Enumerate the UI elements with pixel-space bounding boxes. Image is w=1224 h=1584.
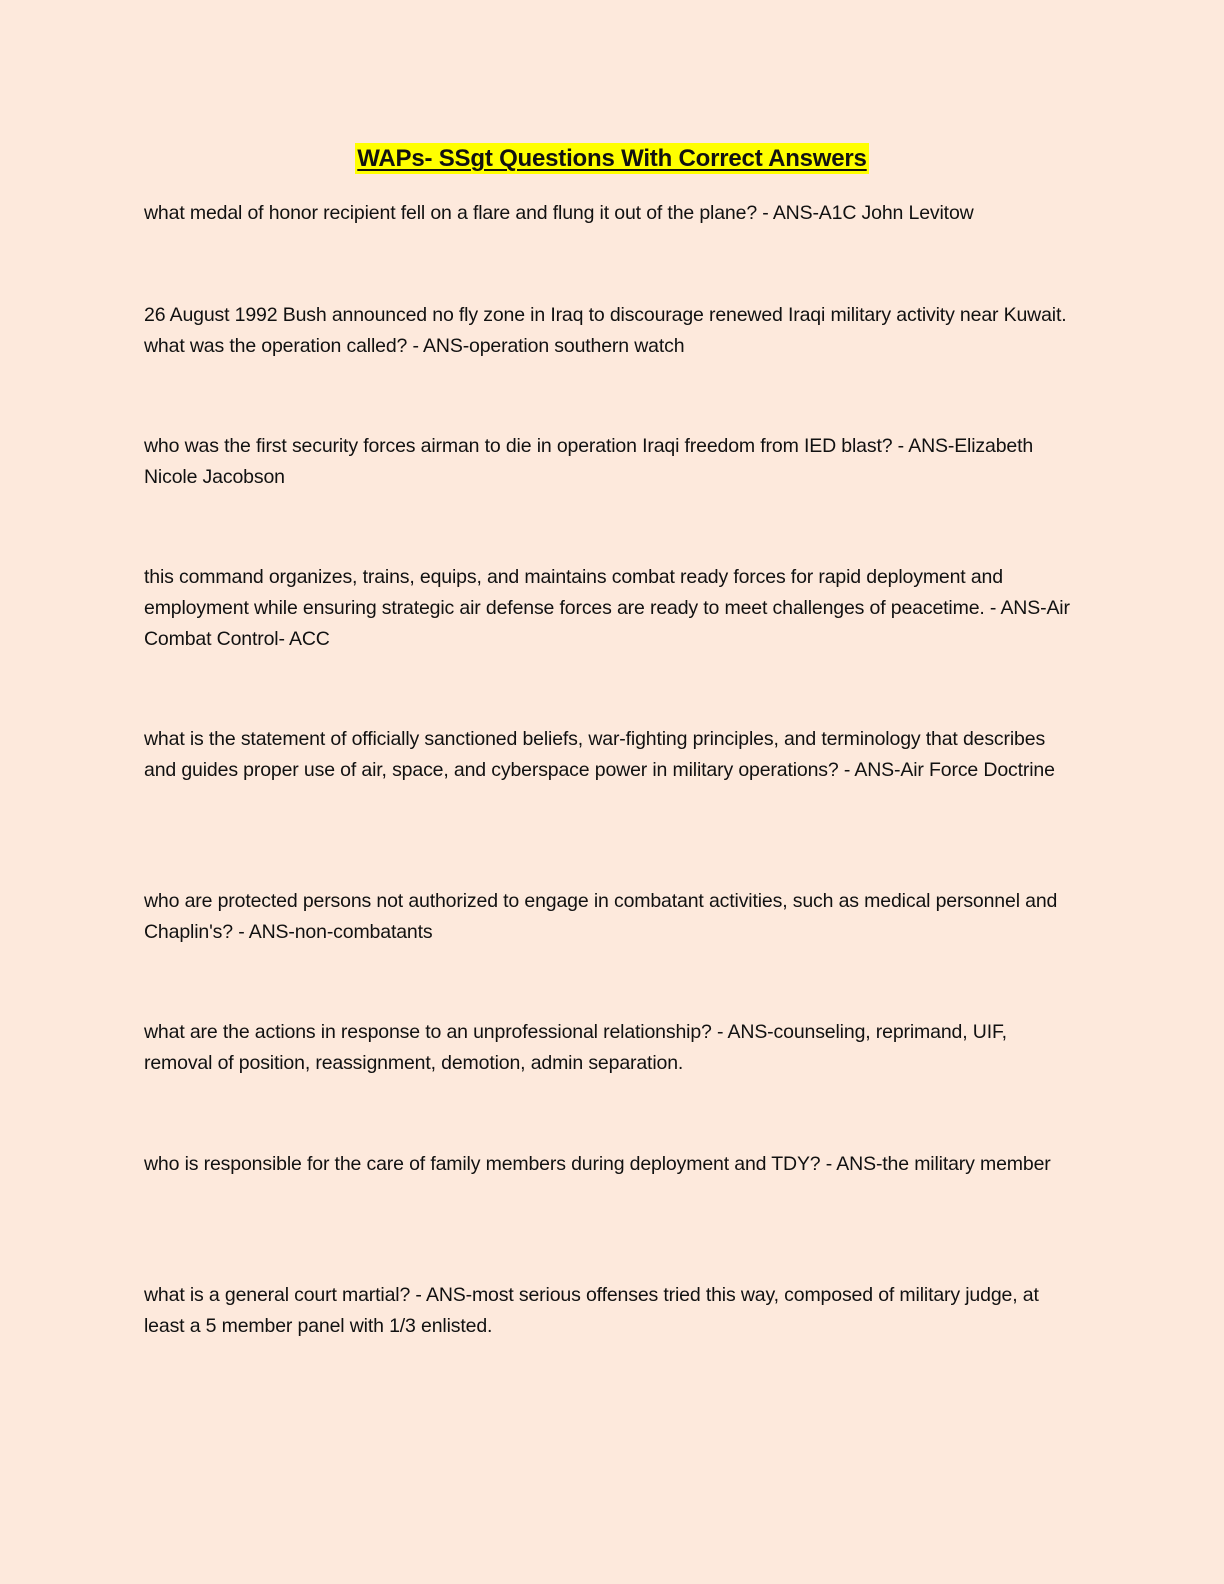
qa-entry-7: what are the actions in response to an unprofessional relationship? - ANS-counseling, reprimand, UIF, removal of position, reassignment, demotion, admin separation. xyxy=(144,1021,1007,1074)
document-title: WAPs- SSgt Questions With Correct Answers xyxy=(357,145,867,172)
qa-entry-9: what is a general court martial? - ANS-most serious offenses tried this way, composed of military judge, at least a 5 member panel with 1/3 enlisted. xyxy=(144,1284,1039,1337)
qa-entry-4: this command organizes, trains, equips, and maintains combat ready forces for rapid deployment and employment while ensuring strategic air defense forces are ready to meet challenges of peacetime. - ANS-Air Combat Control- ACC xyxy=(144,566,1070,650)
qa-entry-5: what is the statement of officially sanctioned beliefs, war-fighting principles, and terminology that describes and guides proper use of air, space, and cyberspace power in military operations? - ANS-Air Force Doctrine xyxy=(144,728,1055,781)
qa-entry-3: who was the first security forces airman to die in operation Iraqi freedom from IED blast? - ANS-Elizabeth Nicole Jacobson xyxy=(144,435,1034,488)
qa-entry-6: who are protected persons not authorized to engage in combatant activities, such as medical personnel and Chaplin's? - ANS-non-combatants xyxy=(144,890,1058,943)
qa-entry-1: what medal of honor recipient fell on a flare and flung it out of the plane? - ANS-A1C John Levitow xyxy=(144,202,974,224)
qa-entry-8: who is responsible for the care of family members during deployment and TDY? - ANS-the military member xyxy=(144,1153,1051,1175)
title-container xyxy=(0,143,1224,174)
qa-entry-2: 26 August 1992 Bush announced no fly zone in Iraq to discourage renewed Iraqi military activity near Kuwait. what was the operation called? - ANS-operation southern watch xyxy=(144,304,1067,357)
